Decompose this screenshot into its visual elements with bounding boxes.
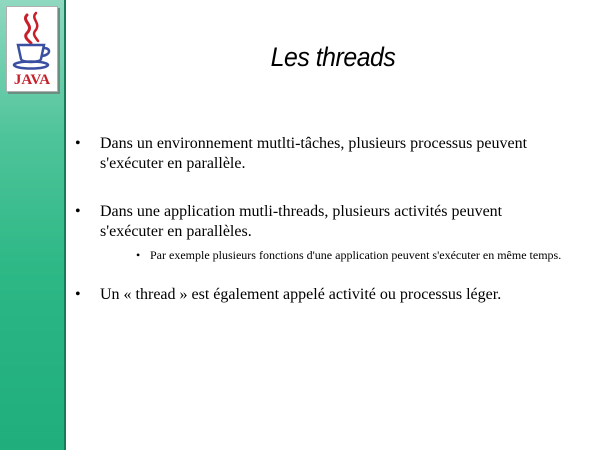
bullet-icon: •	[75, 203, 81, 220]
bullet-text: Un « thread » est également appelé activité ou processus léger.	[100, 286, 502, 303]
sub-bullet-item	[134, 248, 562, 263]
logo-wordmark: JAVA	[13, 72, 51, 88]
slide-content	[72, 134, 562, 305]
sub-bullet-icon: •	[136, 248, 141, 262]
bullet-text: Dans un environnement mutlti-tâches, plusieurs processus peuvent s'exécuter en parallèle.	[100, 135, 528, 172]
bullet-item	[72, 134, 562, 174]
sub-bullet-text: Par exemple plusieurs fonctions d'une application peuvent s'exécuter en même temps.	[150, 248, 562, 262]
sidebar-divider	[64, 0, 66, 450]
slide-title: Les threads	[270, 42, 396, 72]
bullet-icon: •	[75, 135, 81, 152]
java-logo	[6, 6, 58, 92]
java-coffee-cup-icon	[7, 7, 57, 91]
bullet-item	[72, 285, 562, 305]
bullet-icon: •	[75, 286, 81, 303]
bullet-text: Dans une application mutli-threads, plusieurs activités peuvent s'exécuter en parallèles.	[100, 203, 503, 240]
bullet-item	[72, 202, 562, 242]
